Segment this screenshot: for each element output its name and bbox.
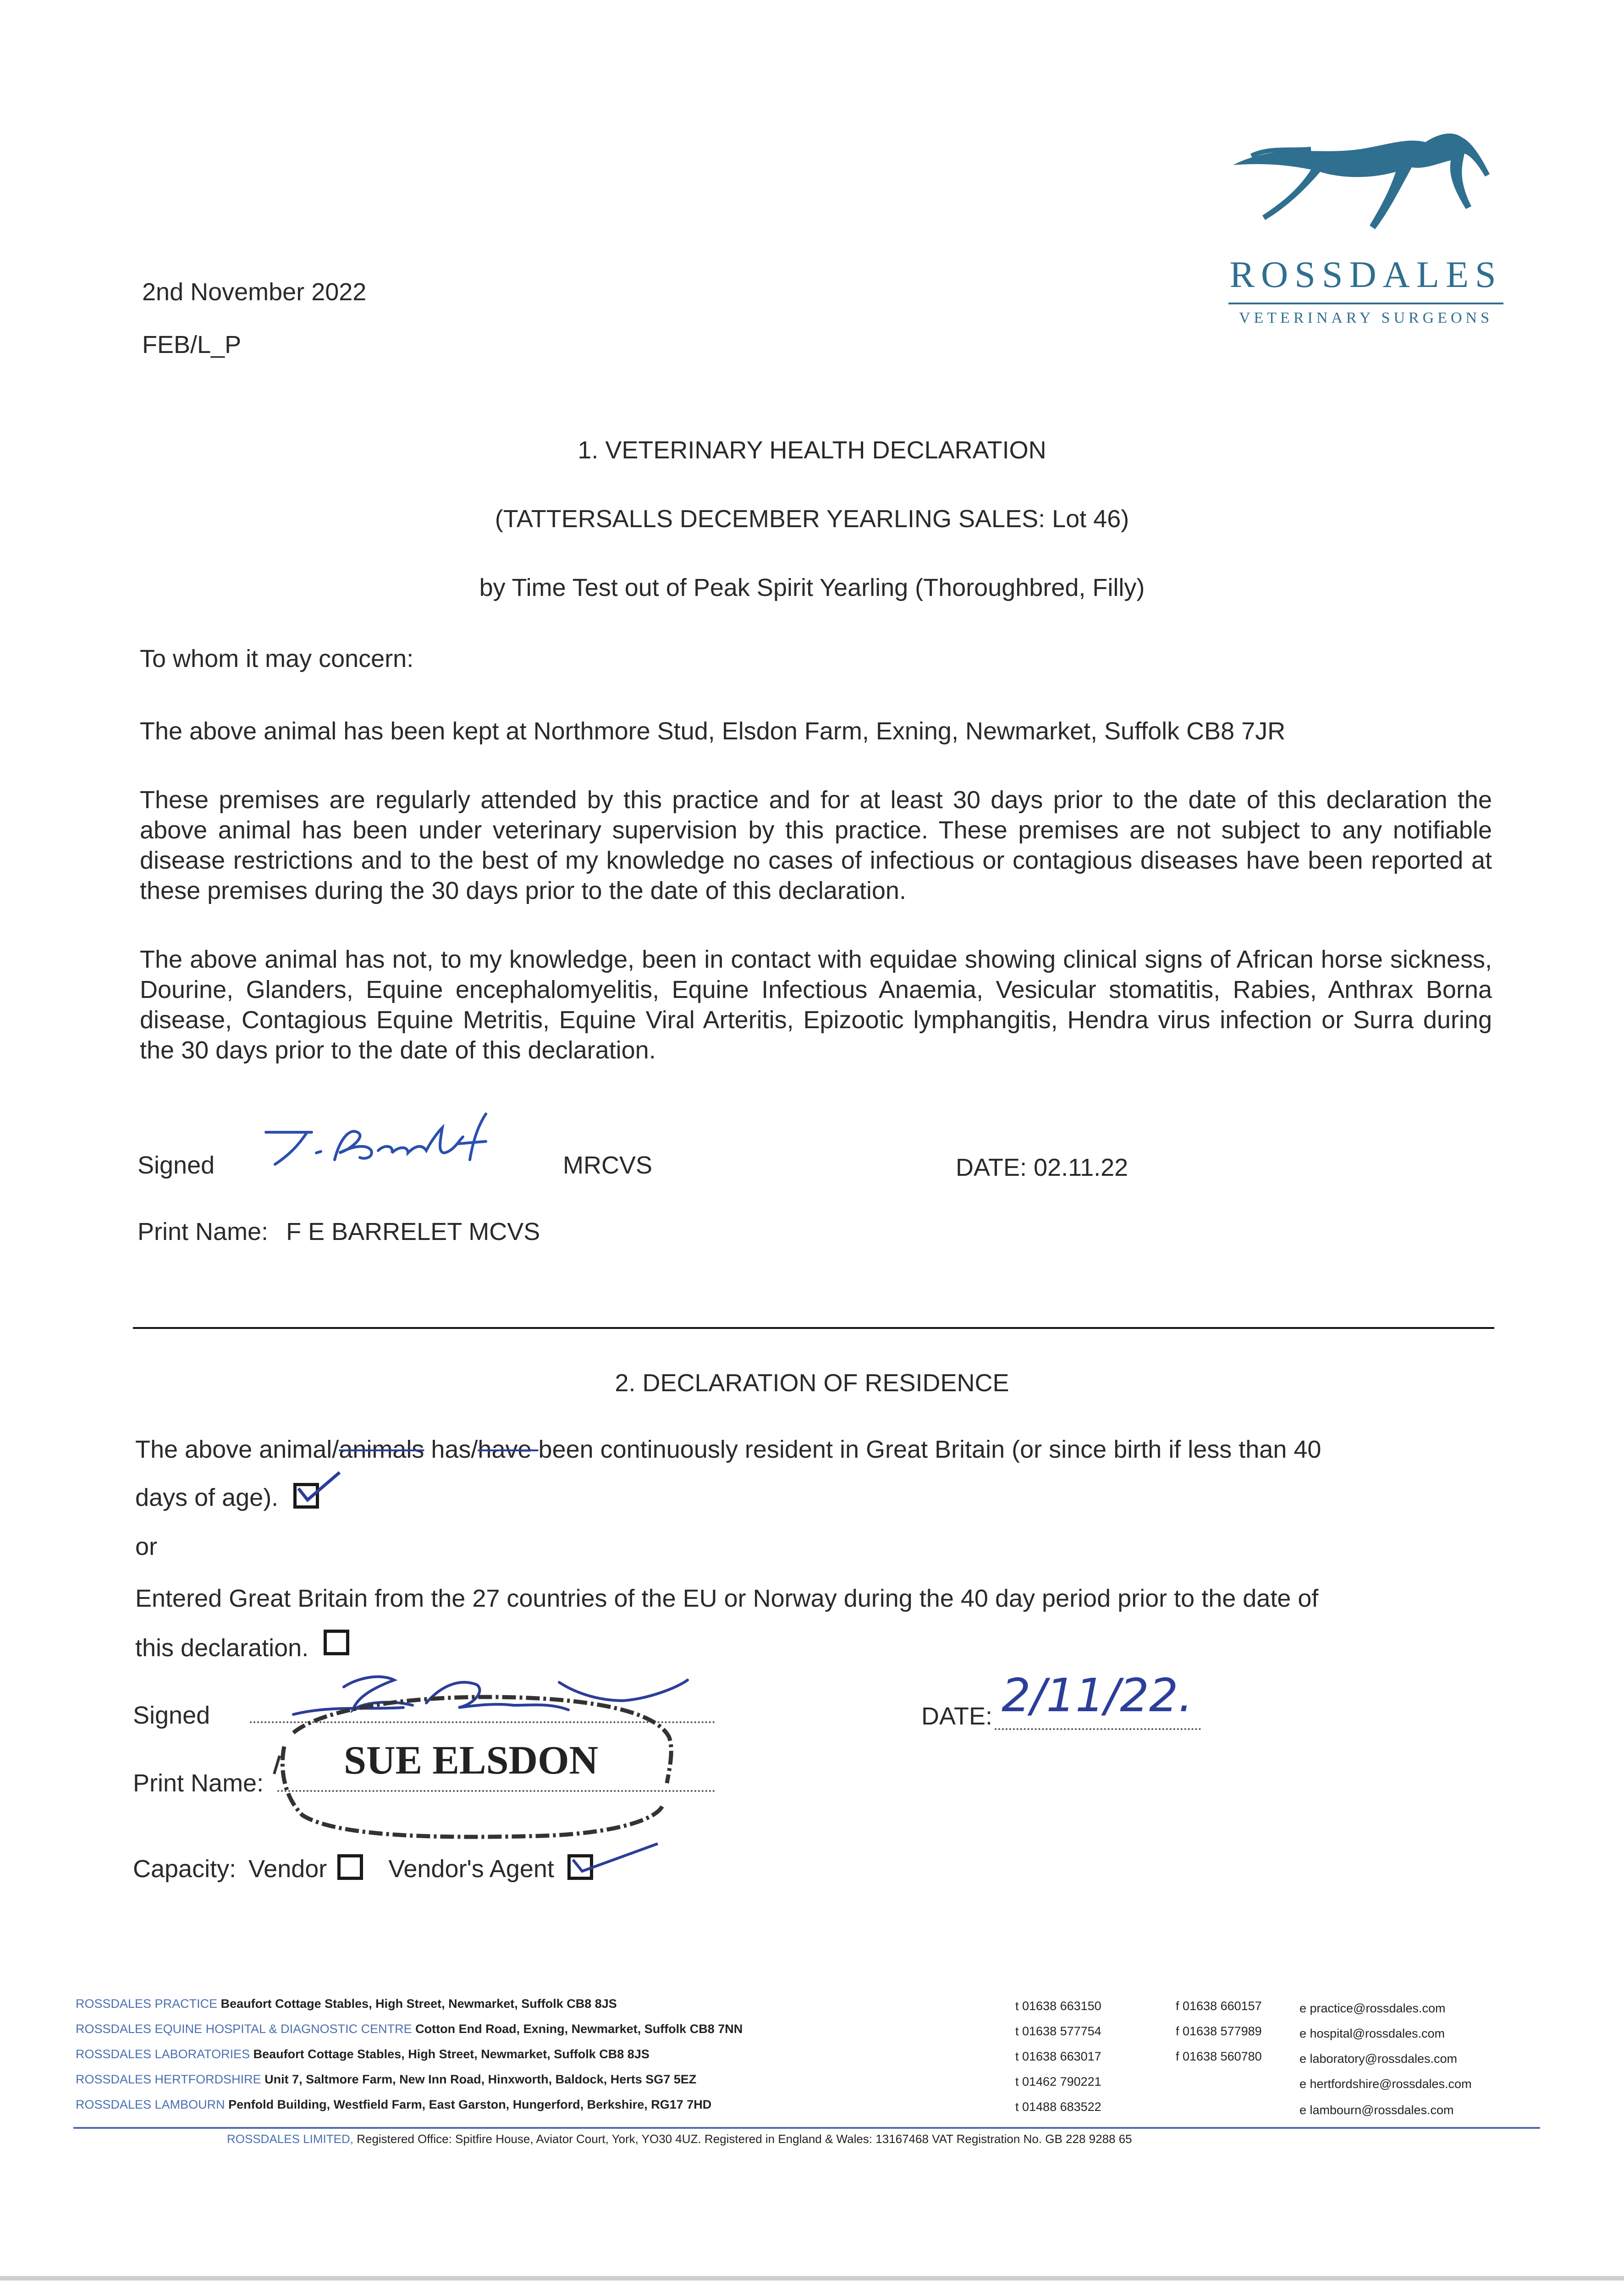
footer-branch-row xyxy=(76,2022,743,2037)
or-separator: or xyxy=(135,1533,158,1560)
brand-name: ROSSDALES xyxy=(1229,253,1503,295)
registered-company-name: ROSSDALES LIMITED, xyxy=(227,2132,353,2146)
capacity-row xyxy=(133,1854,593,1884)
residence-text-a: The above animal/ xyxy=(135,1436,339,1463)
registered-office xyxy=(227,2132,1132,2147)
capacity-label: Capacity: xyxy=(133,1855,237,1883)
vendor-agent-label: Vendor's Agent xyxy=(388,1855,554,1883)
section-divider xyxy=(133,1327,1494,1329)
letter-reference: FEB/L_P xyxy=(142,331,242,358)
branch-phone: t 01488 683522 xyxy=(1015,2100,1101,2114)
vet-print-name-value: F E BARRELET MCVS xyxy=(286,1218,540,1245)
brand-tagline: VETERINARY SURGEONS xyxy=(1239,309,1493,326)
residence-text-b: has/ xyxy=(424,1436,478,1463)
residence-line2-text: days of age). xyxy=(135,1484,279,1511)
stamp-name: SUE ELSDON xyxy=(344,1738,599,1783)
branch-email[interactable]: e practice@rossdales.com xyxy=(1299,2001,1446,2015)
struck-have: have xyxy=(478,1436,539,1463)
struck-animals: animals xyxy=(339,1436,424,1463)
footer-branch-row xyxy=(76,1996,617,2012)
section1-subheading: (TATTERSALLS DECEMBER YEARLING SALES: Lot 46) xyxy=(495,505,1129,533)
vet-qualification: MRCVS xyxy=(563,1152,653,1179)
horse-logo-icon xyxy=(1224,128,1508,252)
vendor-label: Vendor xyxy=(248,1855,327,1883)
registered-office-text: Registered Office: Spitfire House, Aviator Court, York, YO30 4UZ. Registered in England & Wales: 13167468 VAT Registration No. GB 228 9288 65 xyxy=(357,2132,1132,2146)
letter-date: 2nd November 2022 xyxy=(142,278,367,306)
vet-signed-label: Signed xyxy=(138,1152,215,1179)
branch-address: Cotton End Road, Exning, Newmarket, Suffolk CB8 7NN xyxy=(415,2022,743,2036)
tick-mark-icon xyxy=(566,1839,667,1880)
vendor-agent-checkbox[interactable] xyxy=(567,1854,593,1880)
branch-name: ROSSDALES HERTFORDSHIRE xyxy=(76,2072,261,2086)
entered-line2 xyxy=(135,1630,349,1663)
entered-checkbox[interactable] xyxy=(324,1630,349,1655)
footer-branch-row xyxy=(76,2047,650,2062)
branch-email[interactable]: e hertfordshire@rossdales.com xyxy=(1299,2077,1472,2091)
branch-name: ROSSDALES LAMBOURN xyxy=(76,2098,225,2111)
vet-print-name-label: Print Name: xyxy=(138,1218,269,1245)
residence-line1 xyxy=(135,1435,1321,1465)
contact-paragraph: The above animal has not, to my knowledge, been in contact with equidae showing clinical signs of African horse sickness, Dourine, Glanders, Equine encephalomyelitis, Equine Infectious Anaemia, Vesicular stomatitis, Rabies, Anthrax Borna disease, Contagious Equine Metritis, Equine Viral Arteritis, Epizootic lymphangitis, Hendra virus infection or Surra during the 30 days prior to the date of this declaration. xyxy=(140,946,1492,1064)
branch-phone: t 01638 663150 xyxy=(1015,1999,1101,2013)
branch-email[interactable]: e lambourn@rossdales.com xyxy=(1299,2103,1454,2117)
agent-date-handwritten: 2/11/22. xyxy=(1002,1669,1193,1722)
section2-heading: 2. DECLARATION OF RESIDENCE xyxy=(615,1369,1009,1397)
agent-date-line xyxy=(995,1724,1201,1730)
branch-fax: f 01638 577989 xyxy=(1176,2024,1262,2038)
vendor-checkbox[interactable] xyxy=(337,1854,363,1880)
residence-line2 xyxy=(135,1483,319,1513)
branch-name: ROSSDALES LABORATORIES xyxy=(76,2047,250,2061)
branch-address: Beaufort Cottage Stables, High Street, Newmarket, Suffolk CB8 8JS xyxy=(253,2047,650,2061)
rossdales-logo xyxy=(1219,128,1513,344)
section1-heading: 1. VETERINARY HEALTH DECLARATION xyxy=(578,436,1046,464)
branch-address: Penfold Building, Westfield Farm, East Garston, Hungerford, Berkshire, RG17 7HD xyxy=(228,2098,712,2111)
scan-edge xyxy=(0,2276,1624,2281)
entered-line1: Entered Great Britain from the 27 countries of the EU or Norway during the 40 day period prior to the date of xyxy=(135,1585,1319,1612)
agent-date-label: DATE: xyxy=(921,1702,993,1730)
animal-description: by Time Test out of Peak Spirit Yearling (Thoroughbred, Filly) xyxy=(479,574,1145,601)
tick-mark-icon xyxy=(294,1468,344,1504)
supervision-paragraph: These premises are regularly attended by this practice and for at least 30 days prior to the date of this declaration the above animal has been under veterinary supervision by this practice. These premises are not subject to any notifiable disease restrictions and to the best of my knowledge no cases of infectious or contagious diseases have been reported at these premises during the 30 days prior to the date of this declaration. xyxy=(140,786,1492,904)
footer-branch-row xyxy=(76,2097,711,2113)
branch-name: ROSSDALES PRACTICE xyxy=(76,1997,218,2011)
footer-divider xyxy=(73,2127,1540,2129)
vet-date: DATE: 02.11.22 xyxy=(956,1154,1129,1181)
branch-address: Unit 7, Saltmore Farm, New Inn Road, Hinxworth, Baldock, Herts SG7 5EZ xyxy=(264,2072,697,2086)
branch-email[interactable]: e hospital@rossdales.com xyxy=(1299,2027,1445,2040)
branch-phone: t 01638 663017 xyxy=(1015,2050,1101,2063)
entered-line2-text: this declaration. xyxy=(135,1634,309,1662)
salutation: To whom it may concern: xyxy=(140,645,414,672)
footer-branch-row xyxy=(76,2072,696,2088)
branch-phone: t 01638 577754 xyxy=(1015,2024,1101,2038)
vet-print-name xyxy=(138,1217,540,1247)
agent-print-name-label: Print Name: xyxy=(133,1769,264,1797)
agent-signed-label: Signed xyxy=(133,1702,210,1729)
resident-checkbox[interactable] xyxy=(293,1483,319,1509)
branch-fax: f 01638 560780 xyxy=(1176,2050,1262,2063)
vet-signature xyxy=(257,1100,532,1174)
branch-email[interactable]: e laboratory@rossdales.com xyxy=(1299,2052,1458,2066)
branch-name: ROSSDALES EQUINE HOSPITAL & DIAGNOSTIC CENTRE xyxy=(76,2022,412,2036)
branch-fax: f 01638 660157 xyxy=(1176,1999,1262,2013)
brand-divider xyxy=(1228,303,1503,304)
premises-statement: The above animal has been kept at Northmore Stud, Elsdon Farm, Exning, Newmarket, Suffolk CB8 7JR xyxy=(140,717,1286,745)
branch-phone: t 01462 790221 xyxy=(1015,2075,1101,2088)
residence-text-c: been continuously resident in Great Britain (or since birth if less than 40 xyxy=(538,1436,1321,1463)
branch-address: Beaufort Cottage Stables, High Street, Newmarket, Suffolk CB8 8JS xyxy=(220,1997,617,2011)
